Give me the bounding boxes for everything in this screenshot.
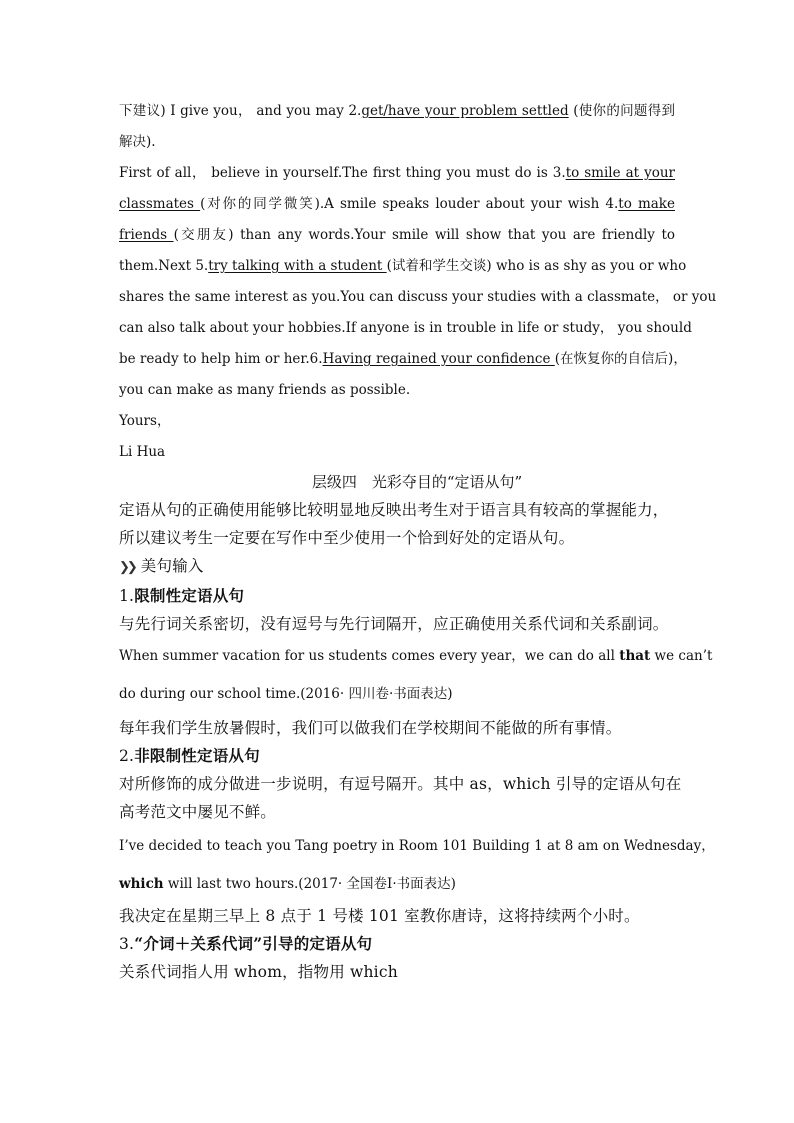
double-chevron-icon: ❯❯: [119, 560, 135, 575]
letter-closing: Yours，: [119, 413, 171, 429]
answer-2: get/have your problem settled: [361, 103, 569, 119]
letter-line-9: be ready to help him or her.6.Having regained your confidence (在恢复你的自信后)，: [119, 351, 687, 367]
letter-signature: Li Hua: [119, 444, 166, 460]
item-2-desc-1: 对所修饰的成分做进一步说明，有逗号隔开。其中 as，which 引导的定语从句在: [119, 775, 682, 793]
item-2-example-line-1: I’ve decided to teach you Tang poetry in Room 101 Building 1 at 8 am on Wednesday，: [119, 838, 715, 854]
answer-3-cont: classmates: [119, 196, 201, 212]
letter-line-8: can also talk about your hobbies.If anyone is in trouble in life or study， you should: [119, 320, 692, 336]
letter-line-6: them.Next 5.try talking with a student (试着和学生交谈) who is as shy as you or who: [119, 258, 687, 274]
letter-line-3: First of all， believe in yourself.The first thing you must do is 3.to smile at your: [119, 165, 676, 181]
letter-line-10: you can make as many friends as possible.: [119, 382, 411, 398]
answer-6: Having regained your confidence: [322, 351, 555, 367]
item-3-desc: 关系代词指人用 whom，指物用 which: [119, 963, 398, 981]
letter-line-5: friends (交朋友) than any words.Your smile will show that you are friendly to: [119, 227, 675, 243]
answer-3: to smile at your: [565, 165, 676, 181]
item-1-example-line-2: do during our school time.(2016· 四川卷·书面表达): [119, 686, 453, 702]
item-1-title: 1.限制性定语从句: [119, 586, 245, 605]
item-2-title: 2.非限制性定语从句: [119, 746, 260, 765]
document-page: [119, 96, 717, 986]
item-2-example-line-2: which will last two hours.(2017· 全国卷Ⅰ·书面表达): [119, 876, 456, 892]
section-heading: 层级四 光彩夺目的“定语从句”: [311, 473, 523, 491]
answer-4: to make: [618, 196, 675, 212]
input-label: 美句输入: [140, 557, 204, 575]
item-3-title: 3.“介词＋关系代词”引导的定语从句: [119, 934, 373, 953]
item-2-translation: 我决定在星期三早上 8 点于 1 号楼 101 室教你唐诗，这将持续两个小时。: [119, 907, 640, 925]
item-1-example-line-1: When summer vacation for us students comes every year，we can do all that we can’t: [119, 648, 713, 664]
item-1-desc: 与先行词关系密切，没有逗号与先行词隔开，应正确使用关系代词和关系副词。: [119, 615, 669, 633]
letter-line-7: shares the same interest as you.You can discuss your studies with a classmate， or you: [119, 289, 717, 305]
input-label-row: [119, 552, 675, 582]
item-2-desc-2: 高考范文中屡见不鲜。: [119, 803, 277, 821]
letter-line-2: 解决).: [119, 134, 156, 150]
answer-4-cont: friends: [119, 227, 174, 243]
section-intro-2: 所以建议考生一定要在写作中至少使用一个恰到好处的定语从句。: [119, 529, 575, 547]
letter-line-4: classmates (对你的同学微笑).A smile speaks louder about your wish 4.to make: [119, 196, 675, 212]
section-intro-1: 定语从句的正确使用能够比较明显地反映出考生对于语言具有较高的掌握能力，: [119, 501, 669, 519]
letter-line-1: 下建议) I give you， and you may 2.get/have your problem settled (使你的问题得到: [119, 103, 675, 119]
item-1-translation: 每年我们学生放暑假时，我们可以做我们在学校期间不能做的所有事情。: [119, 719, 622, 737]
answer-5: try talking with a student: [208, 258, 387, 274]
